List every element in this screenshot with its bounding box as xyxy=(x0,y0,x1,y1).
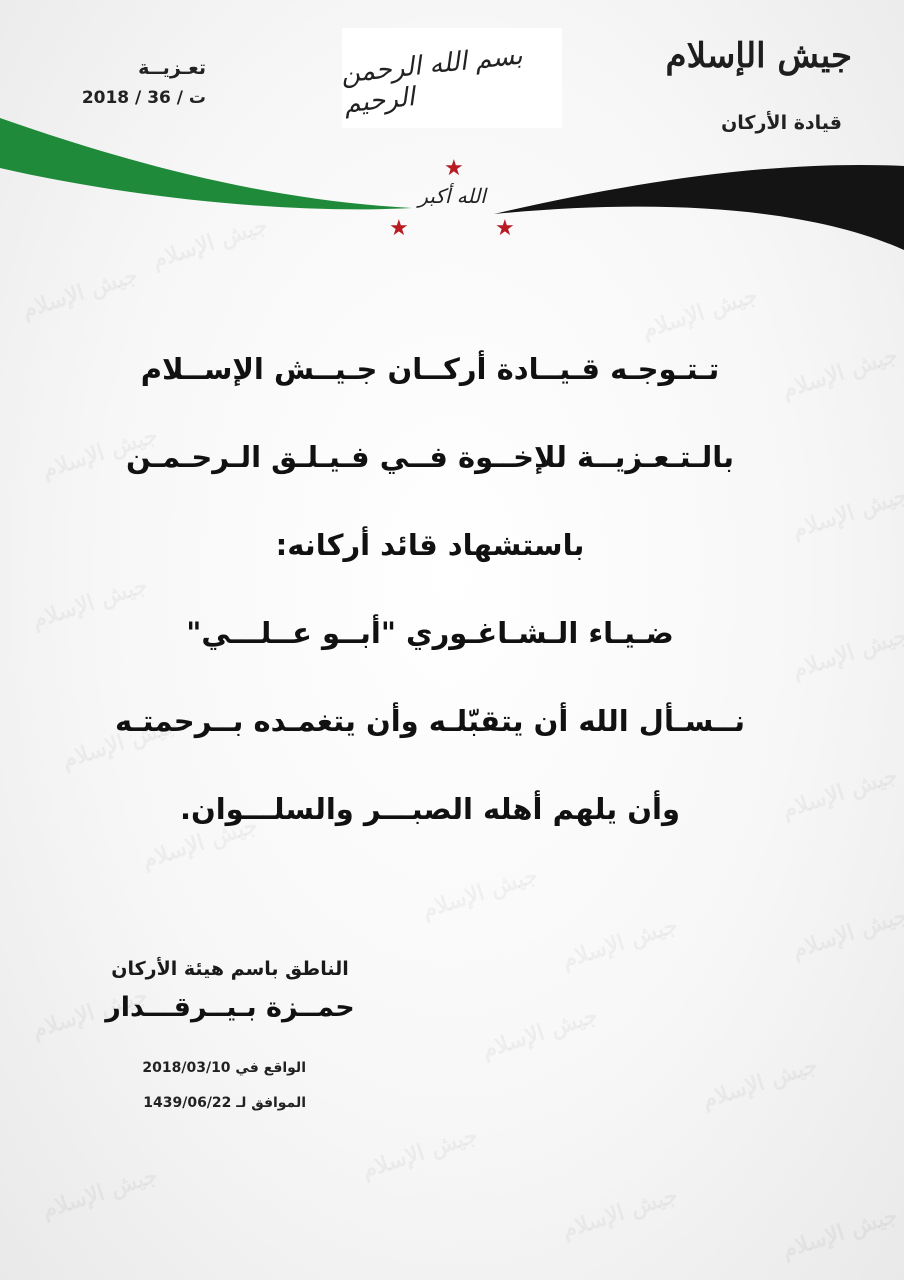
signature-block xyxy=(100,958,360,1023)
black-flag-swoosh xyxy=(494,165,904,250)
signatory-title: الناطق باسم هيئة الأركان xyxy=(111,958,349,980)
watermark-text xyxy=(359,1122,481,1184)
watermark-text xyxy=(779,342,901,404)
watermark-text xyxy=(789,902,904,964)
watermark-text xyxy=(779,762,901,824)
organization-logo: جيش الإسلام xyxy=(665,36,852,76)
statement-line: نــسـأل الله أن يتقبّلـه وأن يتغمـده بــرحمتـه xyxy=(115,704,745,738)
document-number: ت / 36 / 2018 xyxy=(81,88,206,108)
watermark-text xyxy=(789,622,904,684)
statement-body xyxy=(100,344,760,872)
basmala-calligraphy: بسم الله الرحمن الرحيم xyxy=(339,40,524,120)
watermark-text xyxy=(699,1052,821,1114)
watermark-text xyxy=(559,912,681,974)
statement-line: ضـيـاء الـشـاغـوري "أبــو عــلـــي" xyxy=(186,616,674,650)
statement-line: وأن يلهم أهله الصبـــر والسلـــوان. xyxy=(179,792,681,826)
document-type: تعـزيــة xyxy=(138,57,206,79)
watermark-text xyxy=(779,1202,901,1264)
star-icon: ★ xyxy=(444,156,464,181)
star-icon: ★ xyxy=(495,216,515,241)
watermark-text xyxy=(39,1162,161,1224)
star-icon: ★ xyxy=(389,216,409,241)
watermark-text xyxy=(19,262,141,324)
statement-line: بالـتـعـزيــة للإخــوة فــي فـيـلـق الـرحـمـن xyxy=(125,440,734,474)
hijri-date: الموافق لـ 1439/06/22 xyxy=(143,1095,306,1111)
green-flag-swoosh xyxy=(0,118,412,209)
statement-line: تـتـوجـه قـيــادة أركــان جـيــش الإســلام xyxy=(140,352,720,386)
watermark-text xyxy=(789,482,904,544)
basmala-box xyxy=(339,28,562,128)
watermark-text xyxy=(559,1182,681,1244)
statement-line: باستشهاد قائد أركانه: xyxy=(275,528,585,562)
signatory-name: حمــزة بـيــرقـــدار xyxy=(105,992,355,1023)
takbir-calligraphy: الله أكبر xyxy=(418,184,486,208)
department-name: قيادة الأركان xyxy=(721,112,842,134)
watermark-text xyxy=(479,1002,601,1064)
watermark-text xyxy=(639,282,761,344)
date-block xyxy=(140,1060,306,1130)
gregorian-date: الواقع في 2018/03/10 xyxy=(142,1060,306,1076)
